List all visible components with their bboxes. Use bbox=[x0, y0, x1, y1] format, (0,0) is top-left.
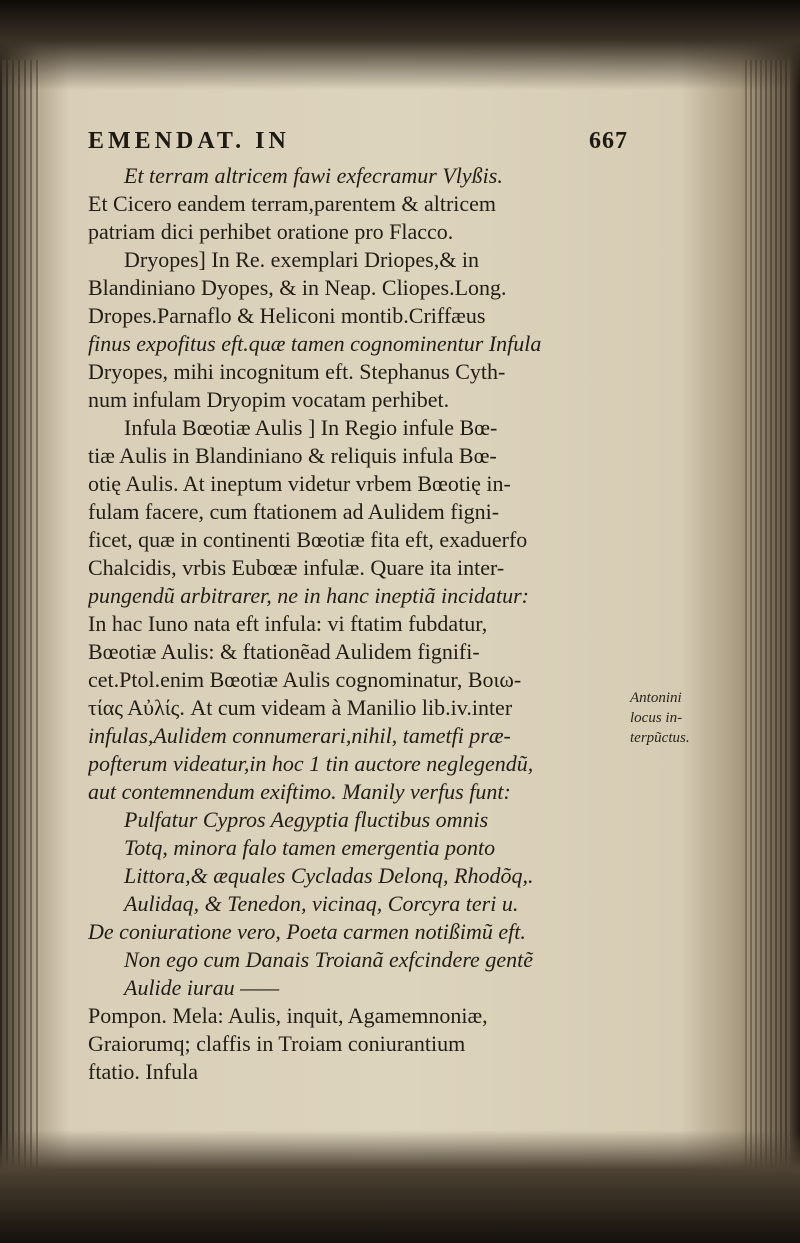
running-title: EMENDAT. IN bbox=[88, 128, 290, 154]
text-line: Littora,& æquales Cycladas Delonq, Rhodõq,. bbox=[124, 863, 534, 888]
text-line: pungendũ arbitrarer, ne in hanc ineptiã incidatur: bbox=[88, 583, 529, 608]
text-line: De coniuratione vero, Poeta carmen notißimũ eft. bbox=[88, 919, 526, 944]
book-edge-right bbox=[745, 60, 790, 1180]
text-line: Dryopes, mihi incognitum eft. Stephanus Cyth- bbox=[88, 359, 506, 384]
text-line: patriam dici perhibet oratione pro Flacco. bbox=[88, 219, 454, 244]
margin-note-line: locus in- bbox=[630, 710, 683, 726]
text-line: num infulam Dryopim vocatam perhibet. bbox=[88, 387, 450, 412]
text-line: Chalcidis, vrbis Eubœæ infulæ. Quare ita inter- bbox=[88, 555, 505, 580]
text-line: Dropes.Parnaflo & Heliconi montib.Criffæus bbox=[88, 303, 486, 328]
text-line: Pulfatur Cypros Aegyptia fluctibus omnis bbox=[124, 807, 489, 832]
text-line: Bœotiæ Aulis: & ftationẽad Aulidem fignifi- bbox=[88, 639, 480, 664]
text-line: cet.Ptol.enim Bœotiæ Aulis cognominatur, Boιω- bbox=[88, 667, 522, 692]
bottom-shadow bbox=[0, 1130, 800, 1243]
margin-note bbox=[630, 688, 740, 748]
text-line: Graiorumq; claffis in Troiam coniurantium bbox=[88, 1031, 466, 1056]
text-line: In hac Iuno nata eft infula: vi ftatim fubdatur, bbox=[88, 611, 488, 636]
book-edge-left bbox=[0, 60, 40, 1180]
text-line: pofterum videatur,in hoc 1 tin auctore neglegendũ, bbox=[88, 751, 534, 776]
text-line: fulam facere, cum ftationem ad Aulidem figni- bbox=[88, 499, 500, 524]
body-text bbox=[88, 162, 648, 1086]
text-line: τίας Αὐλίς. At cum videam à Manilio lib.iv.inter bbox=[88, 695, 513, 720]
text-line: finus expofitus eft.quæ tamen cognominentur Infula bbox=[88, 331, 542, 356]
text-line: Non ego cum Danais Troianã exfcindere gentẽ bbox=[124, 947, 533, 972]
text-line: ficet, quæ in continenti Bœotiæ fita eft, exaduerfo bbox=[88, 527, 528, 552]
text-line: Totq, minora falo tamen emergentia ponto bbox=[124, 835, 496, 860]
text-line: otię Aulis. At ineptum videtur vrbem Bœotię in- bbox=[88, 471, 511, 496]
text-line: Pompon. Mela: Aulis, inquit, Agamemnoniæ, bbox=[88, 1003, 488, 1028]
text-line: Aulide iurau —— bbox=[124, 975, 280, 1000]
text-line: Aulidaq, & Tenedon, vicinaq, Corcyra teri u. bbox=[124, 891, 519, 916]
margin-note-line: Antonini bbox=[630, 690, 682, 706]
text-line: ftatio. Infula bbox=[88, 1059, 198, 1084]
text-line: tiæ Aulis in Blandiniano & reliquis infula Bœ- bbox=[88, 443, 497, 468]
text-line: Blandiniano Dyopes, & in Neap. Cliopes.Long. bbox=[88, 275, 507, 300]
running-head bbox=[88, 128, 628, 155]
text-line: Infula Bœotiæ Aulis ] In Regio infule Bœ- bbox=[124, 415, 498, 440]
top-shadow bbox=[0, 0, 800, 90]
text-line: Et terram altricem fawi exfecramur Vlyßis. bbox=[124, 163, 503, 188]
text-line: Et Cicero eandem terram,parentem & altricem bbox=[88, 191, 497, 216]
text-line: aut contemnendum exiftimo. Manily verfus funt: bbox=[88, 779, 511, 804]
page-number: 667 bbox=[589, 128, 628, 154]
margin-note-line: terpũctus. bbox=[630, 730, 690, 746]
text-line: infulas,Aulidem connumerari,nihil, tametfi præ- bbox=[88, 723, 511, 748]
text-line: Dryopes] In Re. exemplari Driopes,& in bbox=[124, 247, 479, 272]
